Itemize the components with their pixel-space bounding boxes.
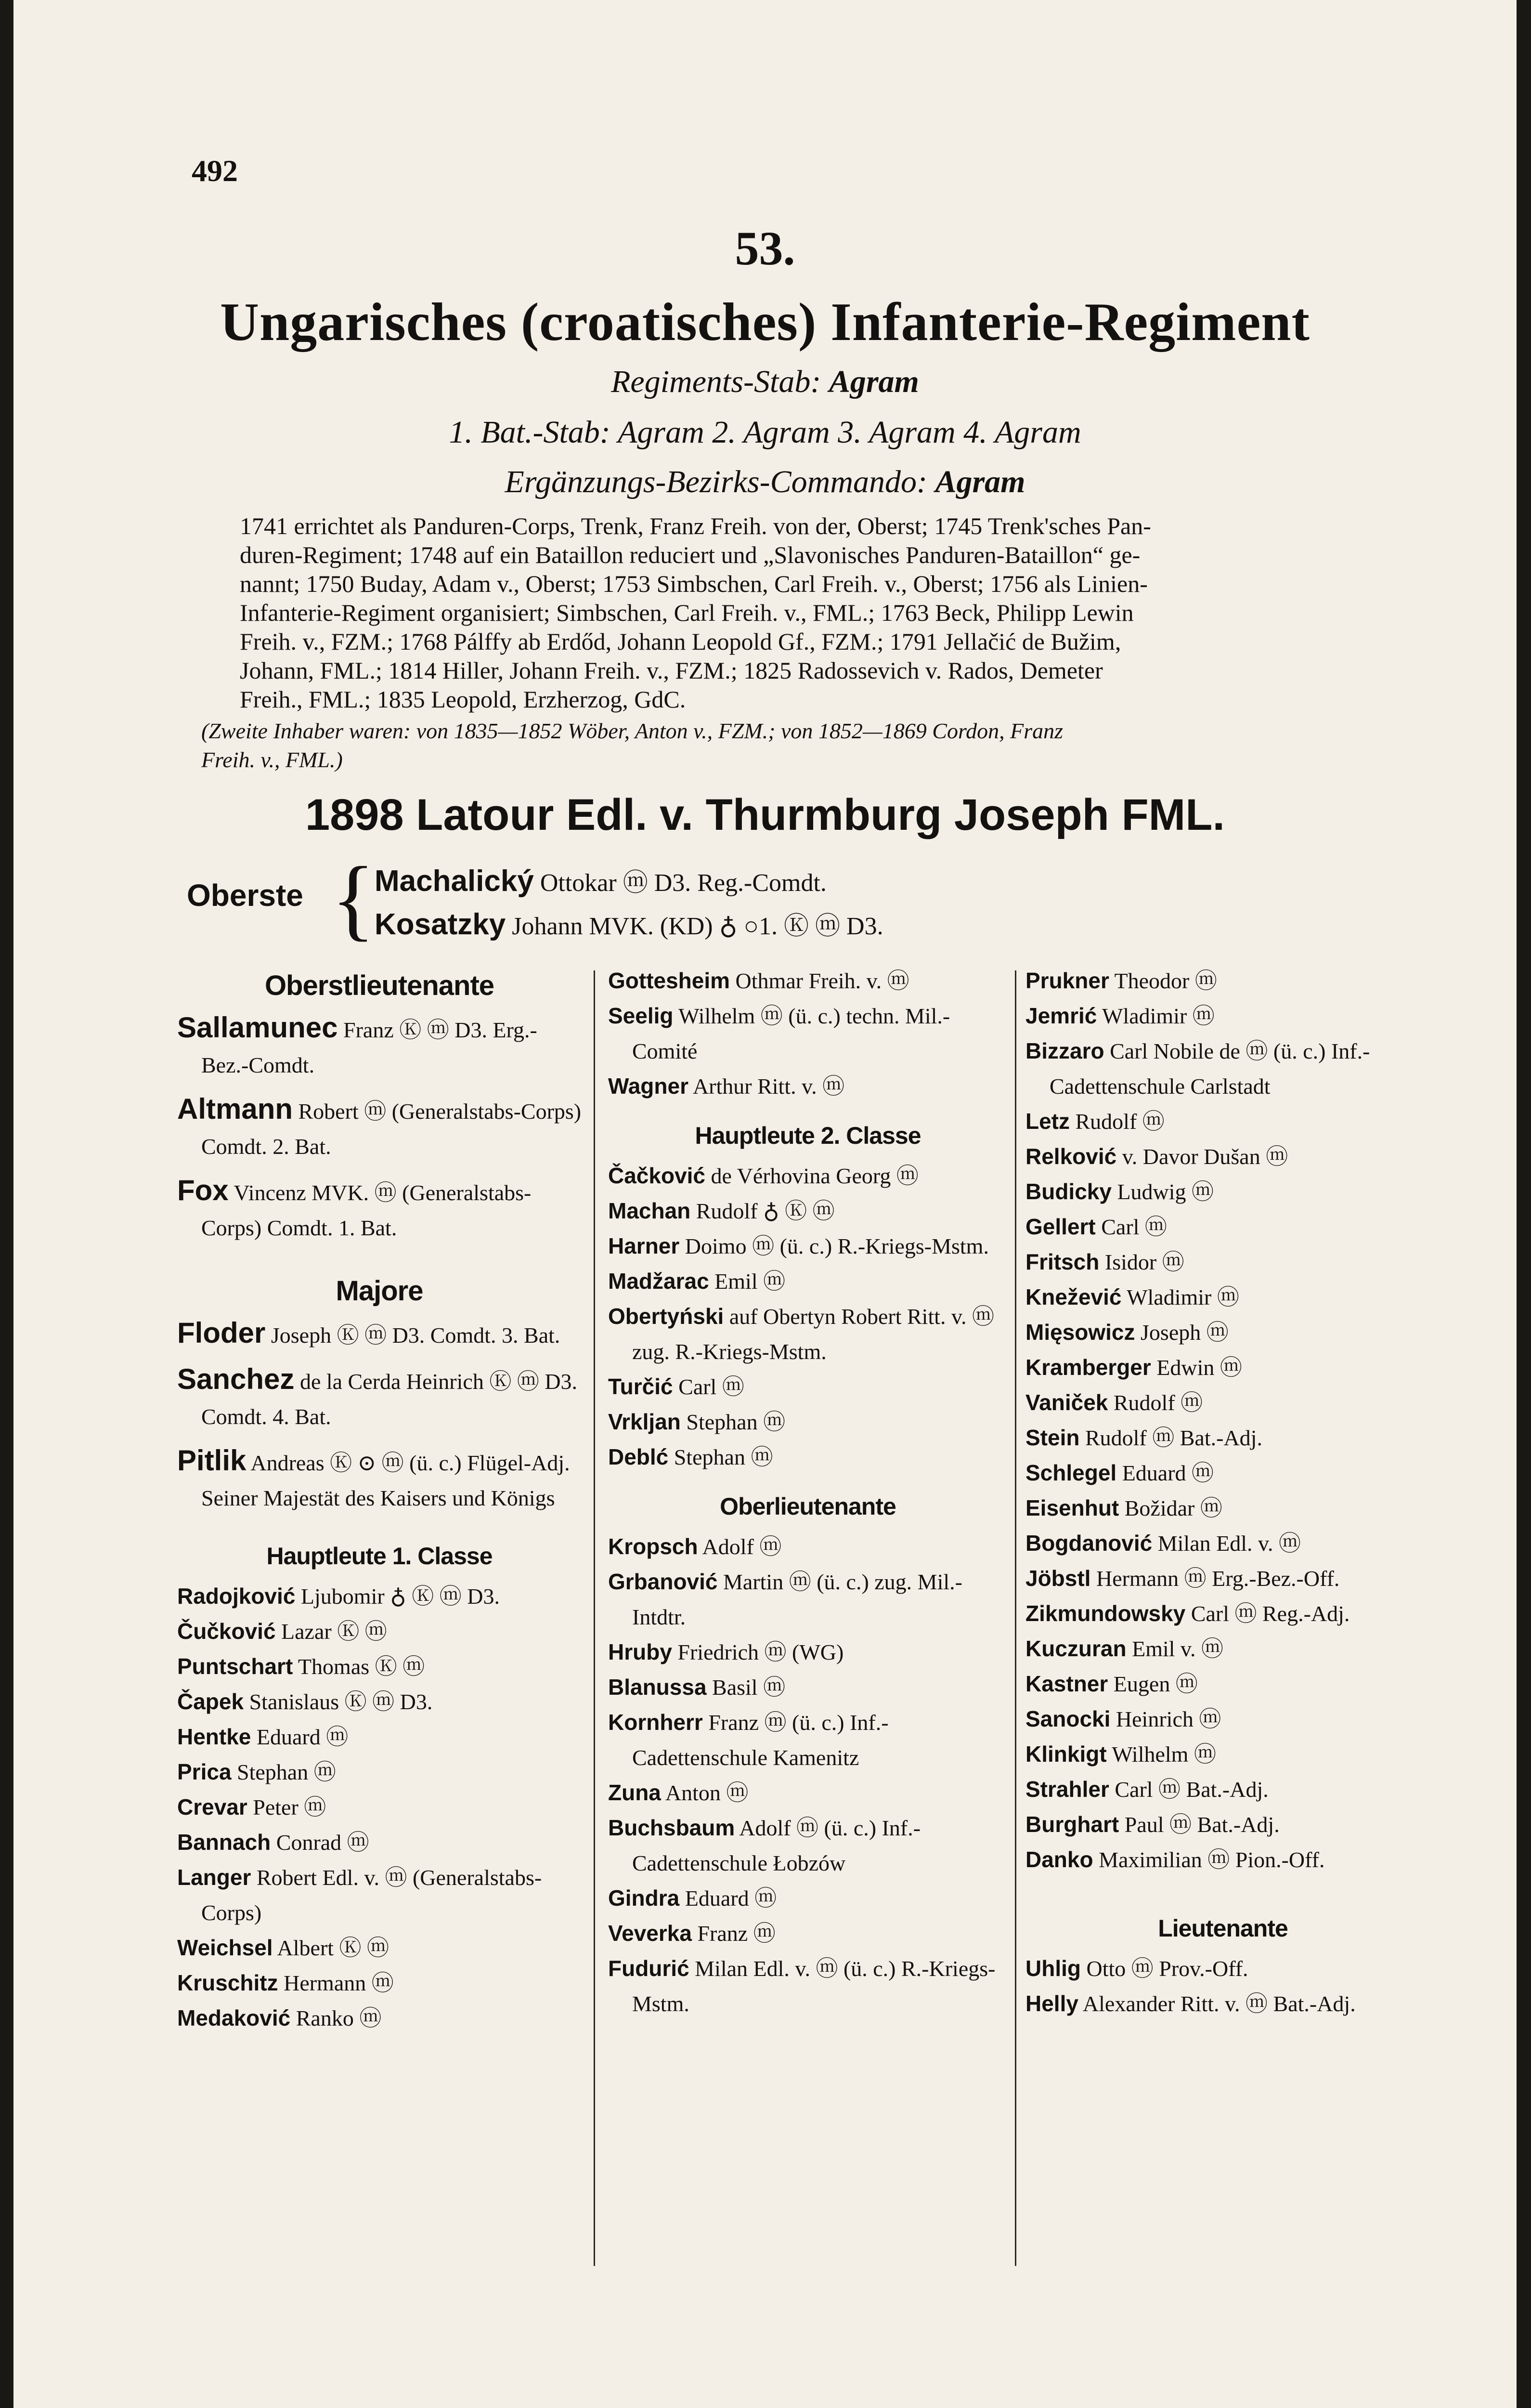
officer-entry	[177, 1719, 582, 1754]
officer-details: Adolf ⓜ	[698, 1534, 782, 1559]
entry-gap	[177, 1164, 582, 1173]
officer-entry	[1025, 1244, 1420, 1280]
officer-name: Gottesheim	[608, 968, 730, 993]
officer-details: Conrad ⓜ	[271, 1830, 369, 1855]
officer-details: Albert Ⓚ ⓜ	[272, 1936, 389, 1960]
officer-name: Sanchez	[177, 1363, 295, 1395]
officer-entry	[1025, 1772, 1420, 1807]
officer-details: Eduard ⓜ	[251, 1725, 349, 1749]
history-line: Infanterie-Regiment organisiert; Simbschen, Carl Freih. v., FML.; 1763 Beck, Philipp Lewin	[240, 599, 1134, 626]
officer-name: Bizzaro	[1025, 1038, 1104, 1063]
officer-name: Čapek	[177, 1689, 244, 1714]
officer-entry	[1025, 963, 1420, 998]
officer-name: Fox	[177, 1174, 229, 1206]
officer-name: Bogdanović	[1025, 1531, 1153, 1556]
officer-entry	[177, 2001, 582, 2036]
scan-edge-left	[0, 0, 13, 2408]
officer-name: Bannach	[177, 1830, 271, 1855]
second-owners-line: (Zweite Inhaber waren: von 1835—1852 Wöber, Anton v., FZM.; von 1852—1869 Cordon, Franz	[201, 719, 1064, 743]
officer-name: Floder	[177, 1317, 266, 1349]
officer-details: Eduard ⓜ	[679, 1886, 777, 1911]
officer-entry	[1025, 1561, 1420, 1596]
officer-entry	[608, 1229, 1008, 1264]
officer-details: Paul ⓜ Bat.-Adj.	[1119, 1812, 1280, 1837]
officer-name: Letz	[1025, 1109, 1070, 1134]
officer-entry	[177, 1684, 582, 1719]
officer-name: Zuna	[608, 1780, 661, 1805]
officer-name: Puntschart	[177, 1654, 293, 1679]
officer-details: Ranko ⓜ	[290, 2006, 382, 2030]
officer-entry	[608, 1193, 1008, 1229]
list-hauptleute-1-cont	[608, 963, 1008, 1104]
officer-name: Kramberger	[1025, 1355, 1151, 1380]
officer-entry	[608, 1951, 1008, 2021]
officer-entry	[1025, 1174, 1420, 1209]
officer-name: Turčić	[608, 1374, 673, 1399]
officer-details: Wilhelm ⓜ	[1106, 1742, 1216, 1767]
page-number: 492	[192, 154, 238, 188]
officer-entry	[177, 1091, 582, 1164]
officer-entry	[608, 1705, 1008, 1775]
officer-name: Seelig	[608, 1003, 674, 1028]
officer-entry	[177, 1965, 582, 2001]
officer-name: Crevar	[177, 1794, 247, 1819]
officer-details: Othmar Freih. v. ⓜ	[730, 968, 909, 993]
column-left	[177, 963, 582, 2036]
regiment-owner: 1898 Latour Edl. v. Thurmburg Joseph FML.	[305, 790, 1225, 839]
officer-details: Milan Edl. v. ⓜ	[1152, 1531, 1301, 1556]
officer-details: auf Obertyn Robert Ritt. v. ⓜ zug. R.-Kriegs-Mstm.	[632, 1304, 995, 1364]
entry-gap	[177, 1353, 582, 1361]
officer-name: Blanussa	[608, 1675, 707, 1700]
officer-name: Fudurić	[608, 1956, 689, 1981]
column-middle	[608, 963, 1008, 2021]
officer-entry	[1025, 1420, 1420, 1455]
officer-details: Rudolf ♁ Ⓚ ⓜ	[690, 1199, 835, 1223]
officer-entry	[1025, 1596, 1420, 1631]
heading-leutnante: Lieutenante	[1158, 1915, 1288, 1942]
officer-entry	[608, 1440, 1008, 1475]
oberst-name: Kosatzky	[375, 908, 506, 941]
list-hauptleute-2	[608, 1158, 1008, 1475]
officer-name: Relković	[1025, 1144, 1117, 1169]
officer-name: Obertyński	[608, 1304, 724, 1329]
heading-hauptleute-1: Hauptleute 1. Classe	[266, 1543, 493, 1570]
heading-oberstleutnante: Oberstlieutenante	[264, 970, 494, 1001]
list-oberleutnante-cont	[1025, 963, 1420, 1877]
officer-details: Peter ⓜ	[247, 1795, 326, 1819]
officer-name: Machan	[608, 1198, 691, 1223]
officer-name: Stein	[1025, 1425, 1080, 1450]
officer-details: Ljubomir ♁ Ⓚ ⓜ D3.	[295, 1584, 500, 1609]
officer-details: Stephan ⓜ	[668, 1445, 773, 1469]
officer-name: Čačković	[608, 1163, 706, 1188]
officer-name: Altmann	[177, 1093, 293, 1125]
officer-details: Friedrich ⓜ (WG)	[672, 1640, 844, 1664]
officer-entry	[177, 1790, 582, 1825]
officer-name: Gindra	[608, 1885, 680, 1911]
regiment-title: Ungarisches (croatisches) Infanterie-Regiment	[220, 292, 1310, 352]
officer-details: Rudolf ⓜ	[1070, 1109, 1165, 1134]
entry-gap	[177, 1516, 582, 1524]
officer-entry	[1025, 1209, 1420, 1244]
column-right	[1025, 963, 1420, 2021]
oberst-entry	[375, 905, 883, 942]
officer-name: Klinkigt	[1025, 1741, 1107, 1767]
officer-name: Mięsowicz	[1025, 1320, 1135, 1345]
officer-details: Stanislaus Ⓚ ⓜ D3.	[244, 1689, 433, 1714]
officer-details: Franz Ⓚ ⓜ D3. Erg.-Bez.-Comdt.	[201, 1018, 537, 1077]
officer-entry	[608, 1069, 1008, 1104]
officer-name: Vrkljan	[608, 1409, 681, 1434]
officer-entry	[177, 1173, 582, 1245]
officer-name: Schlegel	[1025, 1460, 1117, 1485]
officer-entry	[1025, 1139, 1420, 1174]
battalion-line: 1. Bat.-Stab: Agram 2. Agram 3. Agram 4. Agram	[449, 415, 1081, 450]
officer-name: Wagner	[608, 1073, 688, 1099]
officer-entry	[1025, 1034, 1420, 1104]
officer-details: Milan Edl. v. ⓜ (ü. c.) R.-Kriegs-Mstm.	[632, 1956, 996, 2016]
officer-entry	[1025, 1315, 1420, 1350]
district-line	[13, 464, 1517, 500]
officer-details: Robert Edl. v. ⓜ (Generalstabs-Corps)	[201, 1865, 542, 1925]
officer-name: Danko	[1025, 1847, 1093, 1872]
history-line: 1741 errichtet als Panduren-Corps, Trenk, Franz Freih. von der, Oberst; 1745 Trenk'sches Pan-	[240, 512, 1151, 539]
officer-details: Eduard ⓜ	[1116, 1461, 1214, 1485]
officer-entry	[1025, 1491, 1420, 1526]
officer-name: Harner	[608, 1233, 680, 1258]
officer-name: Prukner	[1025, 968, 1109, 993]
staff-line	[13, 364, 1517, 400]
officer-entry	[177, 1443, 582, 1516]
officer-entry	[177, 1361, 582, 1434]
heading-oberleutnante: Oberlieutenante	[720, 1493, 896, 1520]
officer-details: Carl ⓜ Bat.-Adj.	[1109, 1777, 1269, 1802]
officer-details: Lazar Ⓚ ⓜ	[275, 1619, 387, 1644]
officer-name: Vaniček	[1025, 1390, 1108, 1415]
officer-name: Gellert	[1025, 1214, 1096, 1239]
staff-value: Agram	[829, 364, 919, 399]
officer-entry	[1025, 1951, 1420, 1986]
officer-entry	[1025, 1666, 1420, 1701]
oberst-details: Johann MVK. (KD) ♁ ○1. Ⓚ ⓜ D3.	[512, 913, 883, 940]
officer-name: Deblć	[608, 1444, 669, 1469]
officer-details: Thomas Ⓚ ⓜ	[293, 1654, 425, 1679]
officer-details: Wladimir ⓜ	[1121, 1285, 1239, 1309]
officer-entry	[177, 1579, 582, 1614]
officer-details: Carl Nobile de ⓜ (ü. c.) Inf.-Cadettenschule Carlstadt	[1050, 1039, 1370, 1099]
officer-details: Hermann ⓜ	[278, 1971, 394, 1995]
officer-name: Uhlig	[1025, 1956, 1081, 1981]
officer-details: Otto ⓜ Prov.-Off.	[1080, 1956, 1248, 1981]
officer-entry	[608, 1564, 1008, 1635]
officer-details: Arthur Ritt. v. ⓜ	[688, 1074, 845, 1099]
officer-name: Hruby	[608, 1639, 672, 1664]
officer-details: Stephan ⓜ	[680, 1410, 786, 1434]
officer-entry	[1025, 1385, 1420, 1420]
officer-name: Kastner	[1025, 1671, 1108, 1696]
officer-entry	[608, 1881, 1008, 1916]
officer-entry	[177, 1930, 582, 1965]
officer-entry	[608, 1158, 1008, 1193]
officer-entry	[177, 1649, 582, 1684]
officer-details: Joseph ⓜ	[1135, 1320, 1229, 1345]
history-paragraph	[240, 511, 1400, 714]
officer-entry	[177, 1754, 582, 1790]
officer-name: Knežević	[1025, 1284, 1122, 1309]
officer-entry	[608, 1635, 1008, 1670]
officer-details: Wladimir ⓜ	[1097, 1004, 1215, 1028]
officer-name: Kornherr	[608, 1710, 703, 1735]
oberste-block	[187, 849, 1390, 950]
officer-details: Rudolf ⓜ	[1108, 1390, 1203, 1415]
officer-name: Eisenhut	[1025, 1495, 1119, 1520]
list-majore	[177, 1315, 582, 1524]
officer-name: Langer	[177, 1865, 251, 1890]
officer-entry	[177, 1315, 582, 1353]
officer-details: Anton ⓜ	[661, 1780, 749, 1805]
officer-name: Weichsel	[177, 1935, 273, 1960]
history-line: Freih. v., FZM.; 1768 Pálffy ab Erdőd, Johann Leopold Gf., FZM.; 1791 Jellačić de Bužim,	[240, 628, 1121, 655]
officer-details: Isidor ⓜ	[1099, 1250, 1184, 1274]
officer-details: Rudolf ⓜ Bat.-Adj.	[1079, 1426, 1262, 1450]
officer-name: Strahler	[1025, 1777, 1109, 1802]
officer-entry	[177, 1010, 582, 1083]
officer-details: Emil v. ⓜ	[1126, 1636, 1224, 1661]
officer-name: Budicky	[1025, 1179, 1112, 1204]
officer-details: Franz ⓜ	[691, 1921, 776, 1946]
officer-entry	[177, 1825, 582, 1860]
officer-name: Prica	[177, 1759, 232, 1784]
officer-name: Zikmundowsky	[1025, 1601, 1186, 1626]
history-line: nannt; 1750 Buday, Adam v., Oberst; 1753 Simbschen, Carl Freih. v., Oberst; 1756 als Linien-	[240, 570, 1148, 597]
officer-name: Buchsbaum	[608, 1815, 735, 1840]
officer-name: Fritsch	[1025, 1249, 1100, 1274]
officer-details: Carl ⓜ	[673, 1374, 744, 1399]
officer-details: Basil ⓜ	[706, 1675, 786, 1700]
officer-name: Medaković	[177, 2005, 291, 2030]
officer-details: Maximilian ⓜ Pion.-Off.	[1093, 1847, 1325, 1872]
list-hauptleute-1	[177, 1579, 582, 2036]
officer-entry	[608, 1810, 1008, 1881]
scan-edge-right	[1517, 0, 1531, 2408]
officer-details: Martin ⓜ (ü. c.) zug. Mil.-Intdtr.	[632, 1570, 962, 1629]
officer-details: Alexander Ritt. v. ⓜ Bat.-Adj.	[1078, 1991, 1356, 2016]
officer-entry	[1025, 1807, 1420, 1842]
officer-details: Adolf ⓜ (ü. c.) Inf.-Cadettenschule Łobzów	[632, 1816, 921, 1875]
officer-entry	[1025, 1701, 1420, 1737]
officer-details: Robert ⓜ (Generalstabs-Corps) Comdt. 2. Bat.	[201, 1099, 582, 1159]
officer-entry	[1025, 1986, 1420, 2021]
officer-details: Stephan ⓜ	[231, 1760, 336, 1784]
district-label: Ergänzungs-Bezirks-Commando:	[505, 464, 927, 499]
officer-name: Burghart	[1025, 1812, 1119, 1837]
officer-entry	[608, 1369, 1008, 1404]
heading-majore: Majore	[336, 1275, 423, 1307]
entry-gap	[177, 1245, 582, 1254]
officer-name: Pitlik	[177, 1444, 247, 1477]
entry-gap	[177, 1083, 582, 1091]
officer-entry	[1025, 998, 1420, 1034]
column-divider	[1015, 970, 1016, 2266]
officer-entry	[608, 1529, 1008, 1564]
officer-entry	[1025, 1631, 1420, 1666]
brace-icon: {	[331, 849, 376, 950]
officer-details: Emil ⓜ	[709, 1269, 786, 1294]
entry-gap	[177, 1434, 582, 1443]
list-leutnante	[1025, 1951, 1420, 2021]
officer-entry	[608, 963, 1008, 998]
officer-details: de Vérhovina Georg ⓜ	[705, 1164, 919, 1188]
officer-name: Madžarac	[608, 1269, 709, 1294]
officer-name: Hentke	[177, 1724, 251, 1749]
history-line: Johann, FML.; 1814 Hiller, Johann Freih. v., FZM.; 1825 Radossevich v. Rados, Demeter	[240, 657, 1103, 684]
officer-entry	[1025, 1104, 1420, 1139]
district-value: Agram	[935, 464, 1025, 499]
regiment-number: 53.	[735, 222, 795, 275]
officer-entry	[608, 1670, 1008, 1705]
officer-details: Eugen ⓜ	[1108, 1672, 1198, 1696]
officer-name: Veverka	[608, 1921, 692, 1946]
officer-name: Radojković	[177, 1584, 296, 1609]
officer-entry	[1025, 1280, 1420, 1315]
officer-entry	[1025, 1526, 1420, 1561]
officer-entry	[608, 998, 1008, 1069]
officer-details: Vincenz MVK. ⓜ (Generalstabs-Corps) Comdt. 1. Bat.	[201, 1180, 532, 1240]
officer-name: Čučković	[177, 1619, 276, 1644]
list-oberstleutnante	[177, 1010, 582, 1254]
officer-details: Doimo ⓜ (ü. c.) R.-Kriegs-Mstm.	[679, 1234, 989, 1258]
officer-name: Kropsch	[608, 1534, 698, 1559]
officer-details: Carl ⓜ	[1095, 1215, 1167, 1239]
officer-entry	[1025, 1455, 1420, 1491]
officer-details: Theodor ⓜ	[1109, 968, 1217, 993]
officer-details: Andreas Ⓚ ⊙ ⓜ (ü. c.) Flügel-Adj. Seiner Majestät des Kaisers und Königs	[201, 1451, 570, 1510]
officer-details: Carl ⓜ Reg.-Adj.	[1185, 1601, 1350, 1626]
officer-entry	[1025, 1737, 1420, 1772]
officer-details: Wilhelm ⓜ (ü. c.) techn. Mil.-Comité	[632, 1004, 950, 1063]
officer-details: Hermann ⓜ Erg.-Bez.-Off.	[1090, 1566, 1340, 1591]
officer-name: Grbanović	[608, 1569, 718, 1594]
document-page	[13, 0, 1517, 2408]
officer-entry	[177, 1614, 582, 1649]
officer-details: de la Cerda Heinrich Ⓚ ⓜ D3. Comdt. 4. Bat.	[201, 1369, 578, 1429]
history-line: duren-Regiment; 1748 auf ein Bataillon reduciert und „Slavonisches Panduren-Bataillon“ ge-	[240, 541, 1141, 568]
oberst-details: Ottokar ⓜ D3. Reg.-Comdt.	[540, 869, 827, 897]
officer-details: Franz ⓜ (ü. c.) Inf.-Cadettenschule Kamenitz	[632, 1710, 889, 1770]
officer-name: Jemrić	[1025, 1003, 1097, 1028]
column-divider	[594, 970, 595, 2266]
officer-entry	[177, 1860, 582, 1930]
officer-name: Kruschitz	[177, 1970, 278, 1995]
oberst-entry	[375, 862, 827, 898]
officer-entry	[608, 1264, 1008, 1299]
officer-details: Edwin ⓜ	[1151, 1355, 1242, 1380]
officer-details: Ludwig ⓜ	[1111, 1179, 1214, 1204]
staff-label: Regiments-Stab:	[611, 364, 821, 399]
officer-entry	[608, 1916, 1008, 1951]
officer-entry	[1025, 1350, 1420, 1385]
officer-details: v. Davor Dušan ⓜ	[1116, 1144, 1288, 1169]
officer-entry	[608, 1404, 1008, 1440]
heading-hauptleute-2: Hauptleute 2. Classe	[695, 1122, 921, 1149]
officer-name: Jöbstl	[1025, 1566, 1091, 1591]
history-line: Freih., FML.; 1835 Leopold, Erzherzog, GdC.	[240, 686, 686, 713]
list-oberleutnante	[608, 1529, 1008, 2021]
officer-entry	[608, 1299, 1008, 1369]
officer-details: Heinrich ⓜ	[1110, 1707, 1221, 1731]
officer-details: Joseph Ⓚ ⓜ D3. Comdt. 3. Bat.	[265, 1323, 560, 1348]
officer-details: Božidar ⓜ	[1119, 1496, 1222, 1520]
second-owners-line: Freih. v., FML.)	[201, 747, 343, 772]
oberste-label: Oberste	[187, 878, 303, 913]
officer-entry	[608, 1775, 1008, 1810]
oberst-name: Machalický	[375, 864, 534, 898]
officer-name: Sanocki	[1025, 1706, 1111, 1731]
officer-entry	[1025, 1842, 1420, 1877]
officer-name: Sallamunec	[177, 1011, 338, 1044]
second-owners-note	[201, 717, 1400, 774]
officer-name: Helly	[1025, 1991, 1078, 2016]
officer-name: Kuczuran	[1025, 1636, 1127, 1661]
